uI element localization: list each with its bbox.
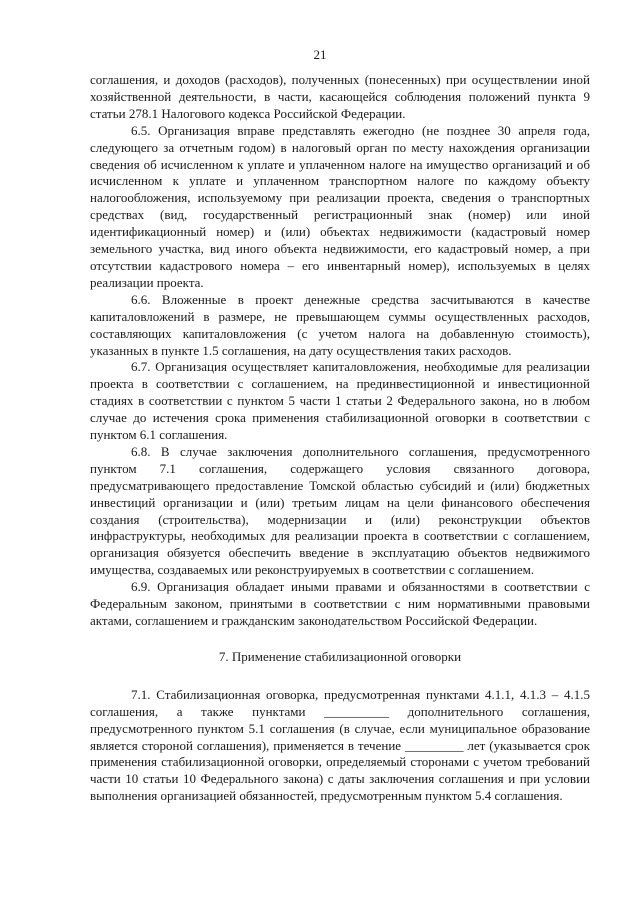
paragraph-6-9: 6.9. Организация обладает иными правами и обязанностями в соответствии с Федеральным законом, принятыми в соответствии с ним нормативными правовыми актами, соглашением и гражданским законодательством Российской Федерации.	[90, 579, 590, 628]
paragraph-6-6: 6.6. Вложенные в проект денежные средства засчитываются в качестве капиталовложений в размере, не превышающем суммы осуществленных расходов, составляющих капиталовложения (с учетом налога на добавленную стоимость), указанных в пункте 1.5 соглашения, на дату осуществления таких расходов.	[90, 291, 590, 358]
paragraph-6-7: 6.7. Организация осуществляет капиталовложения, необходимые для реализации проекта в соответствии с соглашением, на прединвестиционной и инвестиционной стадиях в соответствии с пунктом 5 части 1 статьи 2 Федерального закона, но в любом случае до истечения срока применения стабилизационной оговорки в соответствии с пунктом 6.1 соглашения.	[90, 359, 590, 443]
paragraph-7-1: 7.1. Стабилизационная оговорка, предусмотренная пунктами 4.1.1, 4.1.3 – 4.1.5 соглашения, а также пунктами __________ дополнительного соглашения, предусмотренного пунктом 5.1 соглашения (в случае, если муниципальное образование является стороной соглашения), применяется в течение _________ лет (указывается срок применения стабилизационной оговорки, определяемый сторонами с учетом требований части 10 статьи 10 Федерального закона) с даты заключения соглашения и при условии выполнения организацией обязанностей, предусмотренным пунктом 5.4 соглашения.	[90, 686, 590, 804]
paragraph-6-8: 6.8. В случае заключения дополнительного соглашения, предусмотренного пунктом 7.1 соглашения, содержащего условия связанного договора, предусматривающего предоставление Томской областью субсидий и (или) бюджетных инвестиций организации и (или) третьим лицам на цели финансового обеспечения создания (строительства), модернизации и (или) реконструкции объектов инфраструктуры, необходимых для реализации проекта в соответствии с соглашением, организация обязуется обеспечить введение в эксплуатацию объектов недвижимого имущества, создаваемых или реконструируемых в соответствии с соглашением.	[90, 443, 590, 578]
paragraph-continuation: соглашения, и доходов (расходов), полученных (понесенных) при осуществлении иной хозяйственной деятельности, в части, касающейся соблюдения положений пункта 9 статьи 278.1 Налогового кодекса Российской Федерации.	[90, 72, 590, 121]
paragraph-6-5: 6.5. Организация вправе представлять ежегодно (не позднее 30 апреля года, следующего за отчетным годом) в налоговый орган по месту нахождения организации сведения об исчисленном к уплате и уплаченном налоге на имущество организаций и об исчисленном к уплате и уплаченном транспортном налоге по каждому объекту налогообложения, используемому при реализации проекта, сведения о транспортных средствах (вид, государственный регистрационный знак (номер) или иной идентификационный номер) и (или) объектах недвижимости (кадастровый номер земельного участка, вид иного объекта недвижимости, его кадастровый номер, а при отсутствии кадастрового номера – его инвентарный номер), используемых в целях реализации проекта.	[90, 122, 590, 290]
section-7-heading: 7. Применение стабилизационной оговорки	[218, 648, 462, 664]
document-body	[90, 72, 590, 805]
page-number: 21	[313, 47, 327, 62]
